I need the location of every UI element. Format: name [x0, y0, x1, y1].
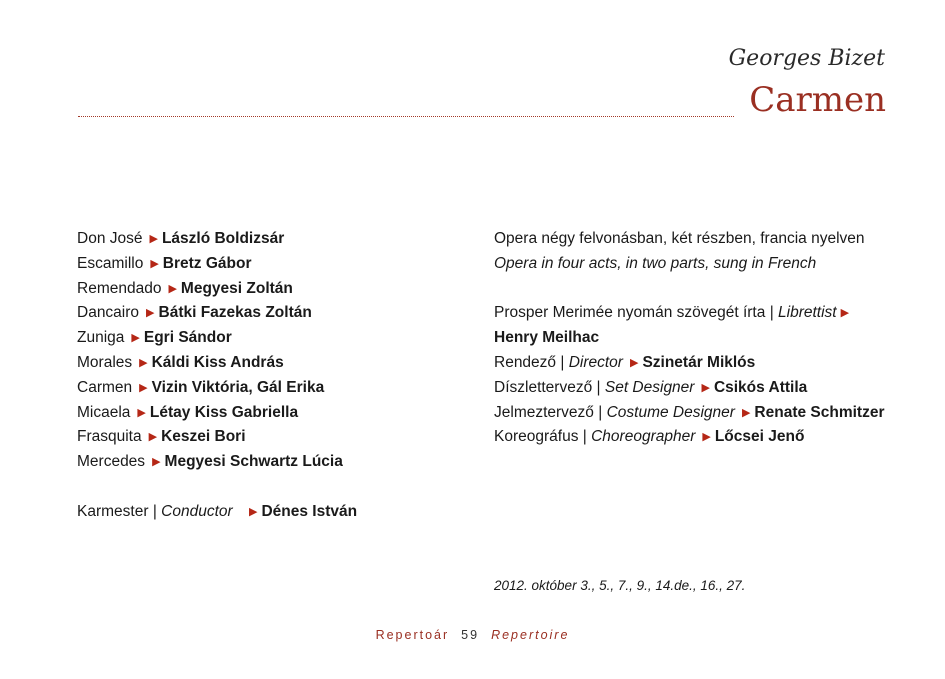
librettist-name-row: [494, 326, 894, 351]
director-role-hu: Rendező: [494, 353, 557, 371]
choreographer-role-en: Choreographer: [591, 428, 696, 446]
librettist-name: Henry Meilhac: [494, 329, 600, 347]
cast-role: Remendado: [77, 279, 162, 297]
costume-designer-role-en: Costume Designer: [606, 403, 735, 421]
spacer: [494, 277, 894, 302]
librettist-role-en: Librettist: [778, 304, 837, 322]
cast-role: Morales: [77, 353, 133, 371]
cast-row: [77, 401, 477, 426]
director-row: [494, 351, 894, 376]
cast-row: [77, 252, 477, 277]
triangle-right-icon: ▶: [702, 431, 711, 444]
cast-name: Bátki Fazekas Zoltán: [158, 304, 312, 322]
triangle-right-icon: ▶: [146, 307, 155, 320]
librettist-role-hu: Prosper Merimée nyomán szövegét írta: [494, 304, 766, 322]
cast-name: Vizin Viktória, Gál Erika: [151, 378, 325, 396]
cast-role: Don José: [77, 230, 143, 247]
triangle-right-icon: ▶: [248, 505, 258, 518]
page-footer: [0, 628, 945, 642]
cast-list: [77, 227, 477, 475]
cast-role: Zuniga: [77, 329, 125, 347]
choreographer-row: [494, 425, 894, 450]
description-en: Opera in four acts, in two parts, sung in French: [494, 254, 817, 272]
conductor-name: Dénes István: [261, 502, 358, 520]
director-name: Szinetár Miklós: [642, 353, 756, 371]
separator: |: [582, 428, 587, 446]
cast-column: [77, 227, 477, 525]
cast-role: Frasquita: [77, 428, 142, 446]
triangle-right-icon: ▶: [131, 332, 140, 345]
triangle-right-icon: ▶: [150, 257, 159, 270]
footer-section-en: Repertoire: [491, 628, 570, 642]
cast-row: [77, 376, 477, 401]
separator: |: [560, 353, 565, 371]
triangle-right-icon: ▶: [629, 356, 639, 369]
conductor-row: [77, 500, 477, 525]
cast-name: Megyesi Zoltán: [180, 279, 293, 297]
cast-role: Escamillo: [77, 254, 144, 272]
cast-name: Bretz Gábor: [162, 254, 252, 272]
costume-designer-row: [494, 401, 894, 426]
cast-row: [77, 301, 477, 326]
triangle-right-icon: ▶: [840, 307, 850, 320]
costume-designer-name: Renate Schmitzer: [754, 403, 885, 421]
triangle-right-icon: ▶: [137, 406, 146, 419]
triangle-right-icon: ▶: [701, 381, 710, 394]
set-designer-row: [494, 376, 894, 401]
cast-role: Carmen: [77, 378, 133, 396]
separator: |: [598, 403, 603, 421]
director-role-en: Director: [568, 353, 623, 371]
triangle-right-icon: ▶: [152, 456, 161, 469]
set-designer-name: Csikós Attila: [713, 378, 808, 396]
credits-column: [494, 227, 894, 450]
cast-row: [77, 277, 477, 302]
librettist-row: [494, 301, 894, 326]
spacer: [77, 475, 477, 500]
costume-designer-role-hu: Jelmeztervező: [494, 403, 594, 421]
page-number: 59: [461, 628, 480, 642]
cast-name: Káldi Kiss András: [151, 353, 284, 371]
cast-name: Létay Kiss Gabriella: [149, 403, 299, 421]
separator: |: [152, 502, 157, 520]
triangle-right-icon: ▶: [168, 282, 177, 295]
choreographer-name: Lőcsei Jenő: [714, 428, 805, 446]
cast-name: Megyesi Schwartz Lúcia: [164, 453, 343, 471]
page-title: Carmen: [749, 80, 886, 120]
set-designer-role-en: Set Designer: [604, 378, 695, 396]
choreographer-role-hu: Koreográfus: [494, 428, 579, 446]
cast-role: Mercedes: [77, 453, 146, 471]
cast-row: [77, 227, 477, 252]
footer-section-hu: Repertoár: [375, 628, 450, 642]
cast-name: László Boldizsár: [161, 230, 285, 247]
triangle-right-icon: ▶: [139, 356, 148, 369]
cast-row: [77, 351, 477, 376]
cast-name: Keszei Bori: [161, 428, 246, 446]
cast-row: [77, 326, 477, 351]
triangle-right-icon: ▶: [149, 233, 158, 245]
set-designer-role-hu: Díszlettervező: [494, 378, 593, 396]
cast-name: Egri Sándor: [143, 329, 232, 347]
triangle-right-icon: ▶: [741, 406, 751, 419]
conductor-role-en: Conductor: [161, 502, 233, 520]
cast-role: Micaela: [77, 403, 131, 421]
conductor-role-hu: Karmester: [77, 502, 149, 520]
description-hu: Opera négy felvonásban, két részben, francia nyelven: [494, 230, 865, 247]
cast-role: Dancairo: [77, 304, 140, 322]
cast-row: [77, 450, 477, 475]
performance-dates: 2012. október 3., 5., 7., 9., 14.de., 16., 27.: [494, 578, 746, 593]
triangle-right-icon: ▶: [148, 431, 158, 444]
separator: |: [596, 378, 601, 396]
separator: |: [769, 304, 774, 322]
cast-row: [77, 425, 477, 450]
composer-name: Georges Bizet: [728, 46, 885, 71]
triangle-right-icon: ▶: [139, 381, 148, 394]
header-dotted-rule: [78, 116, 734, 117]
